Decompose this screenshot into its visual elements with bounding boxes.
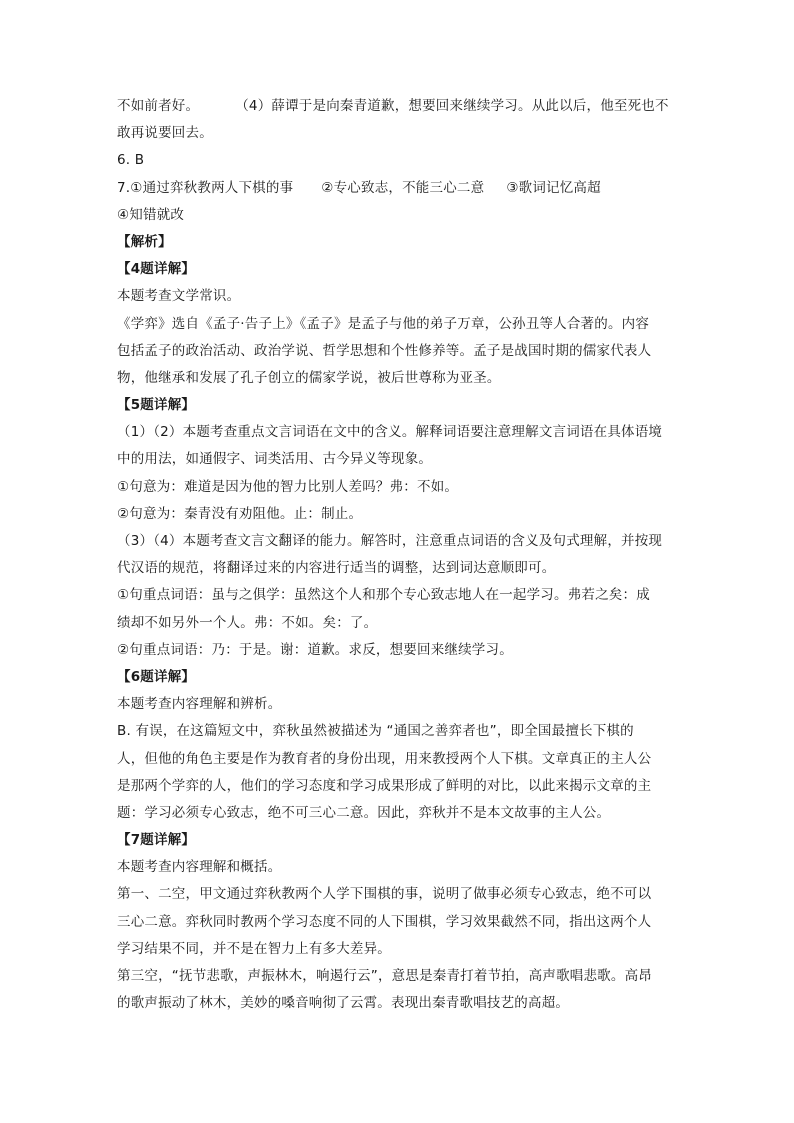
q5-line: 中的用法，如通假字、词类活用、古今异义等现象。 xyxy=(117,451,433,468)
q7-line: 本题考查内容理解和概括。 xyxy=(117,859,282,876)
q7-line: 三心二意。弈秋同时教两个学习态度不同的人下围棋，学习效果截然不同，指出这两个人 xyxy=(117,913,652,930)
q6-detail-title: 【6题详解】 xyxy=(117,668,196,685)
answer-q6: 6. B xyxy=(117,152,145,169)
q7-line: 第三空，“抚节悲歌，声振林木，响遏行云”，意思是秦青打着节拍，高声歌唱悲歌。高昂 xyxy=(117,968,652,984)
q5-line: ②句重点词语：乃：于是。谢：道歉。求反，想要回来继续学习。 xyxy=(117,641,513,658)
q7-line: 的歌声振动了林木，美妙的嗓音响彻了云霄。表现出秦青歌唱技艺的高超。 xyxy=(117,995,570,1012)
q4-line: 《学弈》选自《孟子·告子上》《孟子》是孟子与他的弟子万章，公孙丑等人合著的。内容 xyxy=(117,315,650,332)
q5-line: 绩却不如另外一个人。弗：不如。矣：了。 xyxy=(117,614,378,631)
continuation-line-1 xyxy=(117,93,683,120)
answer-q7-label: 7. xyxy=(117,179,131,196)
q6-line: 本题考查内容理解和辨析。 xyxy=(117,696,282,713)
q4-line: 物，他继承和发展了孔子创立的儒家学说，被后世尊称为亚圣。 xyxy=(117,369,501,386)
answer-q7-item-3: ③歌词记忆高超 xyxy=(506,179,601,196)
q5-line: ①句重点词语：虽与之俱学：虽然这个人和那个专心致志地人在一起学习。弗若之矣：成 xyxy=(117,587,650,604)
q5-line: （1）（2）本题考查重点文言词语在文中的含义。解释词语要注意理解文言词语在具体语境 xyxy=(117,424,663,441)
q5-line: ②句意为：秦青没有劝阻他。止：制止。 xyxy=(117,505,363,522)
q7-line: 学习结果不同，并不是在智力上有多大差异。 xyxy=(117,940,391,957)
answer-q7-item-2: ②专心致志，不能三心二意 xyxy=(321,179,485,196)
q4-detail-title: 【4题详解】 xyxy=(117,261,196,278)
continuation-text-b: （4）薛谭于是向秦青道歉，想要回来继续学习。从此以后，他至死也不 xyxy=(235,98,669,114)
q6-line: 题：学习必须专心致志，绝不可三心二意。因此，弈秋并不是本文故事的主人公。 xyxy=(117,804,611,821)
answer-q7 xyxy=(117,175,683,202)
q5-line: 代汉语的规范，将翻译过来的内容进行适当的调整，达到词达意顺即可。 xyxy=(117,560,556,577)
q4-line: 包括孟子的政治活动、政治学说、哲学思想和个性修养等。孟子是战国时期的儒家代表人 xyxy=(117,342,652,359)
q6-line: B. 有误，在这篇短文中，弈秋虽然被描述为 “通国之善弈者也”，即全国最擅长下棋的 xyxy=(117,723,634,740)
continuation-text-a: 不如前者好。 xyxy=(117,98,200,114)
answer-q7-item-4: ④知错就改 xyxy=(117,206,185,223)
q5-line: （3）（4）本题考查文言文翻译的能力。解答时，注意重点词语的含义及句式理解，并按现 xyxy=(117,533,663,549)
q6-line: 人，但他的角色主要是作为教育者的身份出现，用来教授两个人下棋。文章真正的主人公 xyxy=(117,750,652,767)
q5-detail-title: 【5题详解】 xyxy=(117,397,196,414)
q5-line: ①句意为：难道是因为他的智力比别人差吗？弗：不如。 xyxy=(117,478,459,495)
answer-q7-item-1: ①通过弈秋教两人下棋的事 xyxy=(130,179,294,196)
q7-line: 第一、二空，甲文通过弈秋教两个人学下围棋的事，说明了做事必须专心致志，绝不可以 xyxy=(117,886,652,903)
continuation-line-2: 敢再说要回去。 xyxy=(117,125,213,142)
q4-line: 本题考查文学常识。 xyxy=(117,288,241,305)
q6-line: 是那两个学弈的人，他们的学习态度和学习成果形成了鲜明的对比，以此来揭示文章的主 xyxy=(117,777,652,794)
q7-detail-title: 【7题详解】 xyxy=(117,832,196,849)
analysis-title: 【解析】 xyxy=(117,233,172,250)
document-body xyxy=(117,93,683,1017)
